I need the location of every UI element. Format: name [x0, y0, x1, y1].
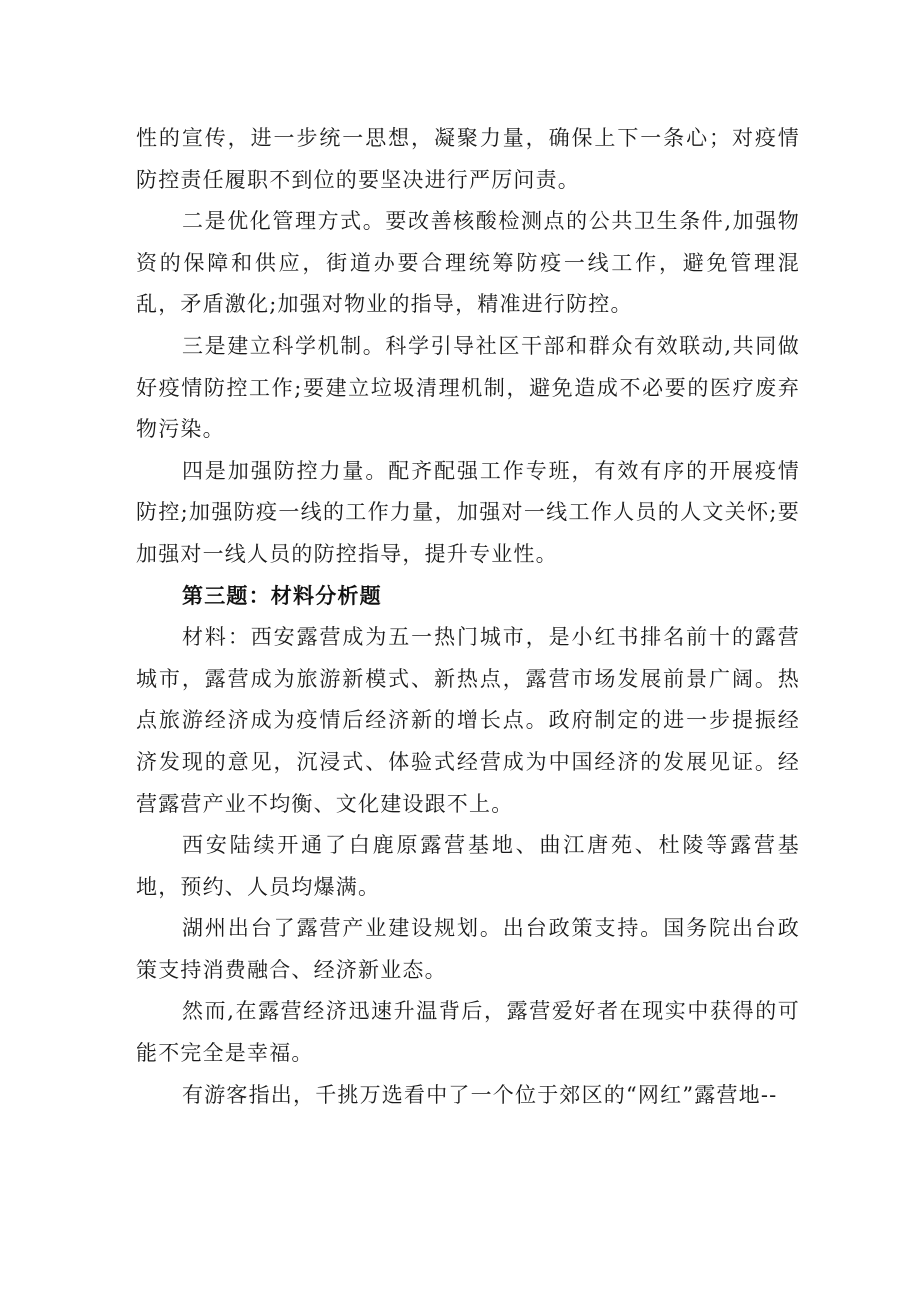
paragraph-strengthen-forces: 四是加强防控力量。配齐配强工作专班，有效有序的开展疫情防控;加强防疫一线的工作力量，加强对一线工作人员的人文关怀;要加强对一线人员的防控指导，提升专业性。	[136, 458, 800, 566]
paragraph-however: 然而,在露营经济迅速升温背后，露营爱好者在现实中获得的可能不完全是幸福。	[136, 999, 800, 1066]
document-body	[136, 118, 800, 1116]
paragraph-tourist-note: 有游客指出，千挑万选看中了一个位于郊区的“网红”露营地--	[182, 1082, 778, 1107]
paragraph-continuation: 性的宣传，进一步统一思想，凝聚力量，确保上下一条心；对疫情防控责任履职不到位的要坚决进行严厉问责。	[136, 126, 800, 192]
paragraph-huzhou-policy: 湖州出台了露营产业建设规划。出台政策支持。国务院出台政策支持消费融合、经济新业态。	[136, 916, 800, 982]
paragraph-xian-camps: 西安陆续开通了白鹿原露营基地、曲江唐苑、杜陵等露营基地，预约、人员均爆满。	[136, 833, 800, 899]
paragraph-optimize-management: 二是优化管理方式。要改善核酸检测点的公共卫生条件,加强物资的保障和供应，街道办要合理统筹防疫一线工作，避免管理混乱，矛盾激化;加强对物业的指导，精准进行防控。	[136, 209, 800, 317]
paragraph-scientific-mechanism: 三是建立科学机制。科学引导社区干部和群众有效联动,共同做好疫情防控工作;要建立垃圾清理机制，避免造成不必要的医疗废弃物污染。	[136, 333, 800, 442]
paragraph-material-intro: 材料：西安露营成为五一热门城市，是小红书排名前十的露营城市，露营成为旅游新模式、新热点，露营市场发展前景广阔。热点旅游经济成为疫情后经济新的增长点。政府制定的进一步提振经济发现的意见，沉浸式、体验式经营成为中国经济的发展见证。经营露营产业不均衡、文化建设跟不上。	[136, 625, 800, 816]
section-heading: 第三题：材料分析题	[182, 583, 382, 608]
